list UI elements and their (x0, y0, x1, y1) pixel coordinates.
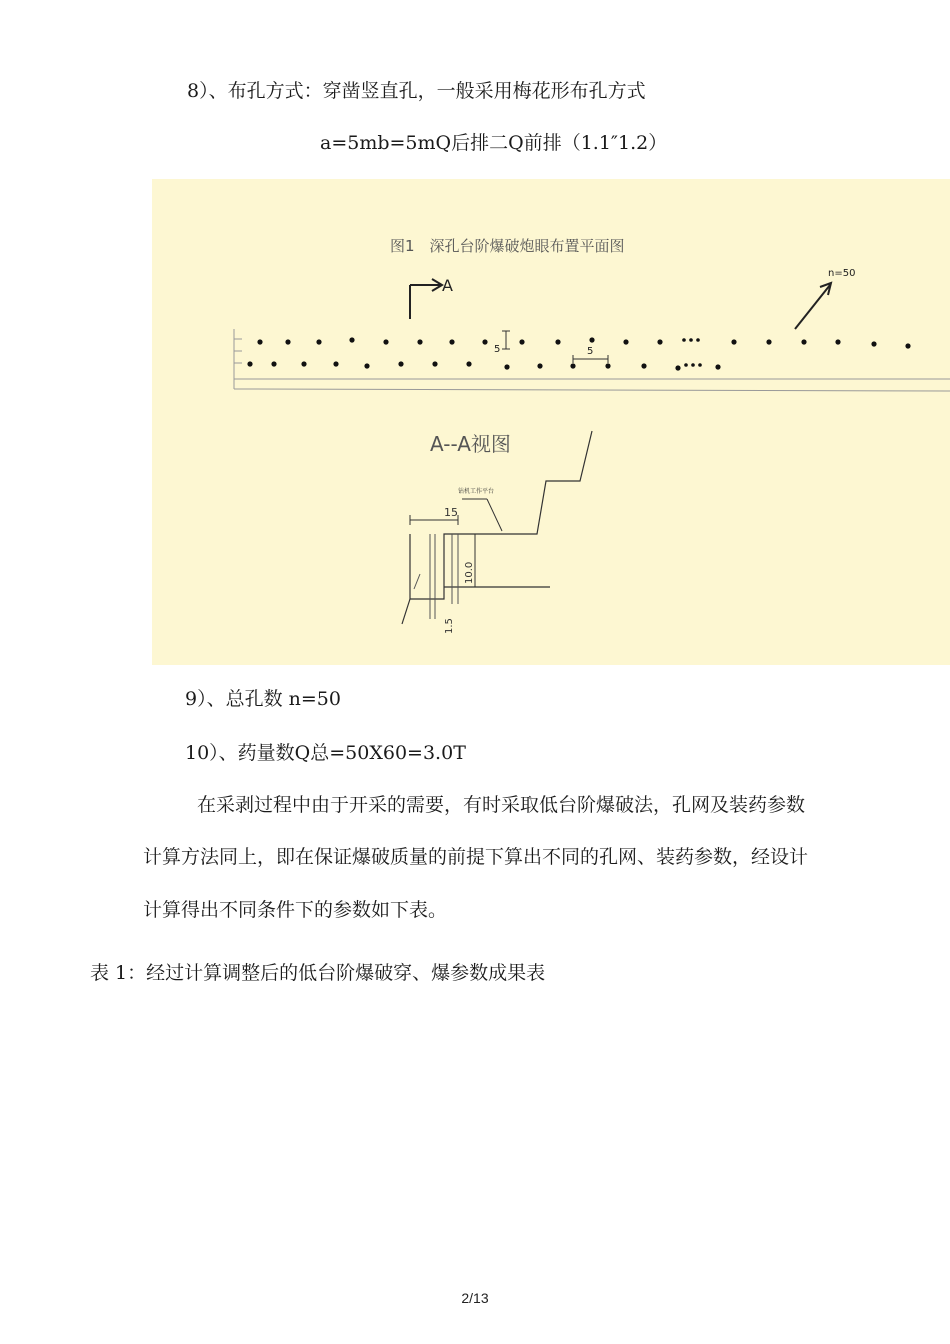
blast-hole-section (414, 534, 458, 619)
spacing-formula: a=5mb=5mQ后排二Q前排（1.1″1.2） (320, 132, 668, 154)
blast-hole (257, 339, 262, 344)
blast-hole (682, 338, 686, 342)
blast-hole (589, 337, 594, 342)
dim-subdrill-label: 1.5 (444, 618, 455, 634)
section-a-arrow (410, 279, 442, 319)
dim-height-label: 10.0 (464, 561, 475, 584)
hole-spacing-label: 5 (587, 346, 594, 357)
blast-hole (905, 343, 910, 348)
blast-hole (570, 363, 575, 368)
back-row-holes (257, 337, 910, 348)
blast-hole (689, 338, 693, 342)
blast-hole (398, 361, 403, 366)
page-number: 2/13 (461, 1290, 489, 1306)
blast-hole (466, 361, 471, 366)
blast-hole (449, 339, 454, 344)
dim-top-label: 15 (444, 506, 458, 519)
blast-hole (537, 363, 542, 368)
direction-arrow (795, 283, 831, 329)
blast-hole (871, 341, 876, 346)
figure-title: 图1 深孔台阶爆破炮眼布置平面图 (390, 237, 625, 255)
table-caption: 表 1：经过计算调整后的低台阶爆破穿、爆参数成果表 (90, 962, 546, 984)
blast-hole (349, 337, 354, 342)
blast-hole (605, 363, 610, 368)
blasting-layout-drawing (152, 179, 950, 665)
section-view-title: A--A视图 (430, 432, 511, 456)
blast-hole (731, 339, 736, 344)
section-a-label: A (442, 276, 453, 295)
blast-hole (623, 339, 628, 344)
blast-hole (684, 363, 688, 367)
blast-hole (835, 339, 840, 344)
hole-count-label: n=50 (828, 268, 856, 279)
paragraph-line-1: 在采剥过程中由于开采的需要，有时采取低台阶爆破法，孔网及装药参数 (197, 794, 806, 816)
blast-hole (801, 339, 806, 344)
item-10-charge-amount: 10）、药量数Q总=50X60=3.0T (185, 742, 466, 764)
blast-hole (285, 339, 290, 344)
row-spacing-dimension (502, 331, 510, 349)
blast-hole (364, 363, 369, 368)
blast-hole (333, 361, 338, 366)
blast-hole (383, 339, 388, 344)
blast-hole (417, 339, 422, 344)
blast-hole (247, 361, 252, 366)
blast-hole (675, 365, 680, 370)
blast-hole (691, 363, 695, 367)
item-9-hole-count: 9）、总孔数 n=50 (185, 688, 341, 710)
blast-hole (271, 361, 276, 366)
paragraph-line-3: 计算得出不同条件下的参数如下表。 (143, 899, 448, 921)
blast-hole (482, 339, 487, 344)
item-8-hole-layout: 8）、布孔方式：穿凿竖直孔，一般采用梅花形布孔方式 (187, 80, 646, 102)
paragraph-line-2: 计算方法同上，即在保证爆破质量的前提下算出不同的孔网、装药参数，经设计 (143, 846, 809, 868)
blast-hole (301, 361, 306, 366)
row-spacing-label: 5 (494, 344, 501, 355)
blast-hole (657, 339, 662, 344)
blast-hole (641, 363, 646, 368)
blast-hole (696, 338, 700, 342)
blast-hole (519, 339, 524, 344)
bench-note: 钻机工作平台 (458, 488, 495, 495)
blast-hole (504, 364, 509, 369)
blast-hole (432, 361, 437, 366)
blasting-layout-figure (152, 179, 950, 665)
blast-hole (766, 339, 771, 344)
front-row-holes (247, 361, 720, 370)
blast-hole (316, 339, 321, 344)
blast-hole (715, 364, 720, 369)
blast-hole (698, 363, 702, 367)
blast-hole (555, 339, 560, 344)
